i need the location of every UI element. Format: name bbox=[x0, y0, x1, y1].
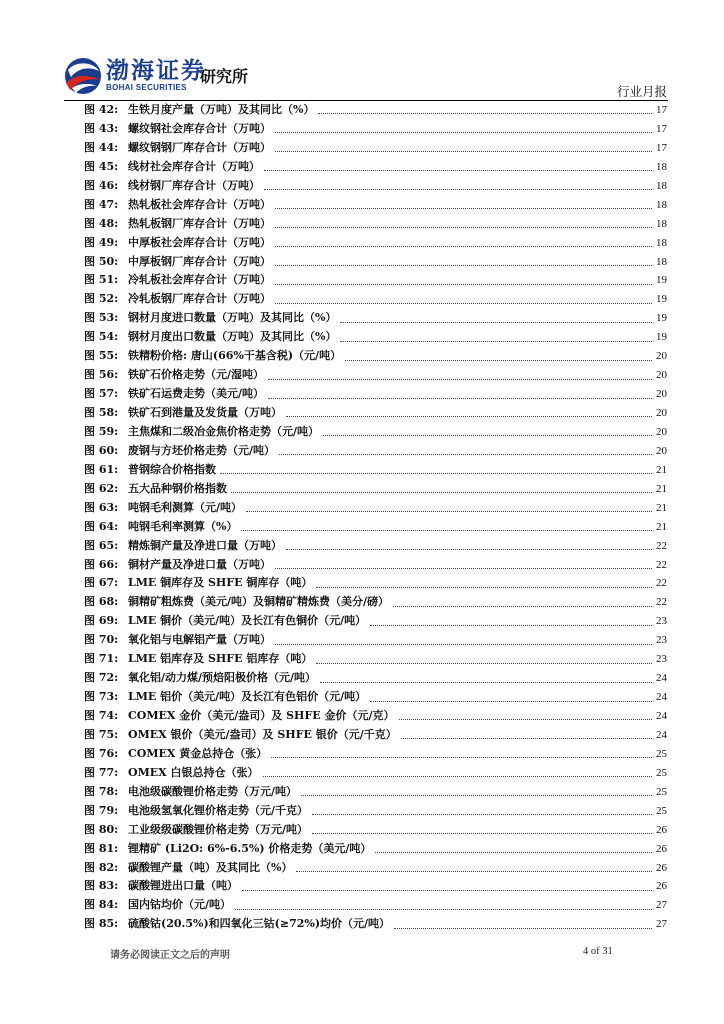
dot-leader bbox=[296, 871, 652, 872]
dot-leader bbox=[399, 719, 653, 720]
page-number: 22 bbox=[656, 539, 667, 552]
dot-leader bbox=[401, 738, 652, 739]
dot-leader bbox=[275, 644, 652, 645]
dot-leader bbox=[370, 701, 652, 702]
toc-entry[interactable] bbox=[84, 745, 667, 764]
dot-leader bbox=[370, 625, 652, 626]
figure-number: 图 73: bbox=[84, 690, 119, 704]
page-number: 19 bbox=[656, 312, 667, 325]
page-number: 27 bbox=[656, 899, 667, 912]
toc-entry[interactable] bbox=[84, 139, 667, 158]
dot-leader bbox=[268, 398, 652, 399]
toc-entry[interactable] bbox=[84, 309, 667, 328]
figure-title: OMEX 银价（美元/盎司）及 SHFE 银价（元/千克） bbox=[128, 727, 397, 741]
figure-title: 螺纹钢钢厂库存合计（万吨） bbox=[128, 140, 271, 154]
toc-entry[interactable] bbox=[84, 423, 667, 442]
toc-entry[interactable] bbox=[84, 101, 667, 120]
page-number: 26 bbox=[656, 823, 667, 836]
dot-leader bbox=[340, 341, 652, 342]
toc-entry[interactable] bbox=[84, 783, 667, 802]
toc-entry[interactable] bbox=[84, 688, 667, 707]
toc-entry[interactable] bbox=[84, 764, 667, 783]
figure-number: 图 79: bbox=[84, 803, 119, 817]
page-number: 26 bbox=[656, 861, 667, 874]
dot-leader bbox=[394, 928, 652, 929]
toc-entry[interactable] bbox=[84, 234, 667, 253]
figure-number: 图 50: bbox=[84, 254, 119, 268]
figure-title: 普钢综合价格指数 bbox=[128, 462, 216, 476]
page-number: 23 bbox=[656, 634, 667, 647]
dot-leader bbox=[286, 416, 652, 417]
toc-entry[interactable] bbox=[84, 385, 667, 404]
figure-title: 国内钴均价（元/吨） bbox=[128, 898, 232, 912]
page-number: 17 bbox=[656, 104, 667, 116]
figure-title: 螺纹钢社会库存合计（万吨） bbox=[128, 121, 271, 135]
figure-title: 废钢与方坯价格走势（元/吨） bbox=[128, 443, 276, 457]
dot-leader bbox=[241, 530, 652, 531]
figure-number: 图 61: bbox=[84, 462, 119, 476]
toc-entry[interactable] bbox=[84, 328, 667, 347]
figure-title: 精炼铜产量及净进口量（万吨） bbox=[128, 538, 282, 552]
toc-entry[interactable] bbox=[84, 802, 667, 821]
dot-leader bbox=[275, 151, 652, 152]
page-number: 21 bbox=[656, 482, 667, 495]
figure-title: 线材钢厂库存合计（万吨） bbox=[128, 178, 260, 192]
toc-entry[interactable] bbox=[84, 726, 667, 745]
toc-entry[interactable] bbox=[84, 290, 667, 309]
figure-title: 电池级碳酸锂价格走势（万元/吨） bbox=[128, 784, 298, 798]
figure-title: 电池级氢氧化锂价格走势（元/千克） bbox=[128, 803, 309, 817]
toc-entry[interactable] bbox=[84, 271, 667, 290]
toc-entry[interactable] bbox=[84, 707, 667, 726]
figure-number: 图 60: bbox=[84, 443, 119, 457]
figure-title: 线材社会库存合计（万吨） bbox=[128, 159, 260, 173]
dot-leader bbox=[275, 208, 652, 209]
figure-number: 图 74: bbox=[84, 709, 119, 722]
toc-entry[interactable] bbox=[84, 840, 667, 859]
footer-disclaimer: 请务必阅读正文之后的声明 bbox=[110, 950, 230, 961]
figure-number: 图 78: bbox=[84, 784, 119, 798]
dot-leader bbox=[301, 795, 652, 796]
page-number: 26 bbox=[656, 880, 667, 893]
dot-leader bbox=[316, 587, 652, 588]
figure-title: 中厚板钢厂库存合计（万吨） bbox=[128, 254, 271, 268]
dot-leader bbox=[316, 663, 652, 664]
toc-entry[interactable] bbox=[84, 669, 667, 688]
page-number: 24 bbox=[656, 728, 667, 741]
toc-entry[interactable] bbox=[84, 612, 667, 631]
dot-leader bbox=[220, 473, 652, 474]
toc-entry[interactable] bbox=[84, 253, 667, 272]
toc-entry[interactable] bbox=[84, 556, 667, 575]
dot-leader bbox=[275, 568, 652, 569]
dot-leader bbox=[275, 303, 652, 304]
toc-entry[interactable] bbox=[84, 518, 667, 537]
brand-name-en: BOHAI SECURITIES bbox=[106, 83, 187, 92]
page-number: 18 bbox=[656, 217, 667, 230]
page-number: 25 bbox=[656, 785, 667, 798]
toc-entry[interactable] bbox=[84, 404, 667, 423]
figure-number: 图 66: bbox=[84, 557, 119, 571]
figure-number: 图 81: bbox=[84, 841, 119, 855]
page-number: 27 bbox=[656, 918, 667, 931]
figure-number: 图 43: bbox=[84, 121, 119, 135]
page-number: 20 bbox=[656, 369, 667, 382]
figure-number: 图 58: bbox=[84, 406, 119, 419]
figure-number: 图 52: bbox=[84, 292, 119, 306]
page-number: 18 bbox=[656, 179, 667, 192]
figure-title: 吨钢毛利率测算（%） bbox=[128, 519, 238, 533]
figure-title: 氧化铝/动力煤/预焙阳极价格（元/吨） bbox=[128, 671, 317, 685]
toc-entry[interactable] bbox=[84, 120, 667, 139]
page-number: 18 bbox=[656, 236, 667, 249]
figure-number: 图 64: bbox=[84, 519, 119, 533]
page-number: 20 bbox=[656, 407, 667, 419]
dot-leader bbox=[323, 435, 652, 436]
dot-leader bbox=[268, 379, 652, 380]
figure-number: 图 51: bbox=[84, 273, 119, 287]
toc-entry[interactable] bbox=[84, 877, 667, 896]
figure-title: 铁矿石价格走势（元/湿吨） bbox=[128, 368, 265, 382]
figure-number: 图 49: bbox=[84, 235, 119, 249]
figure-number: 图 56: bbox=[84, 368, 119, 382]
toc-entry[interactable] bbox=[84, 915, 667, 934]
dot-leader bbox=[275, 132, 652, 133]
toc-entry[interactable] bbox=[84, 442, 667, 461]
toc-entry[interactable] bbox=[84, 593, 667, 612]
toc-entry[interactable] bbox=[84, 177, 667, 196]
figure-title: 吨钢毛利测算（元/吨） bbox=[128, 500, 243, 514]
page-number: 24 bbox=[656, 672, 667, 685]
page-number: 18 bbox=[656, 255, 667, 268]
figure-number: 图 42: bbox=[84, 103, 119, 116]
figure-title: OMEX 白银总持仓（张） bbox=[128, 765, 259, 779]
figure-number: 图 80: bbox=[84, 822, 119, 836]
page-number: 20 bbox=[656, 350, 667, 363]
dot-leader bbox=[340, 322, 652, 323]
dot-leader bbox=[263, 776, 652, 777]
dot-leader bbox=[286, 549, 652, 550]
page-number: 26 bbox=[656, 842, 667, 855]
figure-title: 钢材月度进口数量（万吨）及其同比（%） bbox=[128, 311, 337, 325]
figure-number: 图 45: bbox=[84, 159, 119, 173]
figure-title: COMEX 黄金总持仓（张） bbox=[128, 746, 268, 760]
figure-title: 冷轧板钢厂库存合计（万吨） bbox=[128, 292, 271, 306]
dot-leader bbox=[264, 170, 652, 171]
page-number: 24 bbox=[656, 710, 667, 722]
figure-number: 图 76: bbox=[84, 746, 119, 760]
figure-title: 铁矿石到港量及发货量（万吨） bbox=[128, 406, 282, 419]
dot-leader bbox=[275, 265, 652, 266]
figure-title: 氧化铝与电解铝产量（万吨） bbox=[128, 633, 271, 647]
dot-leader bbox=[275, 284, 652, 285]
toc-entry[interactable] bbox=[84, 461, 667, 480]
footer-page-number: 4 of 31 bbox=[583, 946, 613, 957]
toc-entry[interactable] bbox=[84, 366, 667, 385]
toc-entry[interactable] bbox=[84, 821, 667, 840]
dot-leader bbox=[235, 909, 652, 910]
page-number: 17 bbox=[656, 122, 667, 135]
figure-number: 图 47: bbox=[84, 197, 119, 211]
page-number: 19 bbox=[656, 293, 667, 306]
figure-title: 中厚板社会库存合计（万吨） bbox=[128, 235, 271, 249]
toc-entry[interactable] bbox=[84, 574, 667, 593]
figure-number: 图 46: bbox=[84, 178, 119, 192]
figure-title: 硫酸钴(20.5%)和四氧化三钴(≥72%)均价（元/吨） bbox=[128, 917, 391, 931]
figure-number: 图 83: bbox=[84, 879, 119, 893]
bohai-swoosh-logo-icon bbox=[64, 55, 102, 97]
report-type-label: 行业月报 bbox=[616, 84, 667, 99]
dot-leader bbox=[275, 227, 652, 228]
page-number: 23 bbox=[656, 653, 667, 666]
toc-entry[interactable] bbox=[84, 537, 667, 556]
toc-entry[interactable] bbox=[84, 631, 667, 650]
figure-title: 生铁月度产量（万吨）及其同比（%） bbox=[128, 103, 315, 116]
figure-number: 图 75: bbox=[84, 727, 119, 741]
page-number: 22 bbox=[656, 558, 667, 571]
figure-number: 图 63: bbox=[84, 500, 119, 514]
figure-title: LME 铝价（美元/吨）及长江有色铝价（元/吨） bbox=[128, 690, 367, 704]
figure-number: 图 48: bbox=[84, 216, 119, 230]
dot-leader bbox=[345, 360, 652, 361]
figure-title: 热轧板钢厂库存合计（万吨） bbox=[128, 216, 271, 230]
figure-title: COMEX 金价（美元/盎司）及 SHFE 金价（元/克） bbox=[128, 709, 395, 722]
figure-number: 图 70: bbox=[84, 633, 119, 647]
figure-number: 图 85: bbox=[84, 917, 119, 931]
page-number: 19 bbox=[656, 274, 667, 287]
figure-number: 图 67: bbox=[84, 576, 119, 590]
figure-number: 图 69: bbox=[84, 614, 119, 628]
figure-title: 热轧板社会库存合计（万吨） bbox=[128, 197, 271, 211]
dot-leader bbox=[275, 246, 652, 247]
figure-title: 主焦煤和二级冶金焦价格走势（元/吨） bbox=[128, 424, 320, 438]
page-number: 18 bbox=[656, 160, 667, 173]
dot-leader bbox=[393, 606, 652, 607]
dot-leader bbox=[279, 454, 652, 455]
page-number: 21 bbox=[656, 463, 667, 476]
dot-leader bbox=[318, 113, 652, 114]
figure-title: 钢材月度出口数量（万吨）及其同比（%） bbox=[128, 330, 337, 344]
institute-label: 研究所 bbox=[200, 67, 249, 86]
toc-entry[interactable] bbox=[84, 480, 667, 499]
figure-number: 图 68: bbox=[84, 595, 119, 609]
dot-leader bbox=[264, 189, 652, 190]
dot-leader bbox=[312, 833, 652, 834]
figure-number: 图 54: bbox=[84, 330, 119, 344]
page-number: 20 bbox=[656, 425, 667, 438]
figure-title: 碳酸锂产量（吨）及其同比（%） bbox=[128, 860, 293, 874]
page-number: 22 bbox=[656, 596, 667, 609]
page-number: 24 bbox=[656, 691, 667, 704]
page-number: 23 bbox=[656, 615, 667, 628]
toc-entry[interactable] bbox=[84, 859, 667, 878]
page-number: 20 bbox=[656, 444, 667, 457]
page-number: 22 bbox=[656, 577, 667, 590]
dot-leader bbox=[320, 682, 652, 683]
figure-number: 图 55: bbox=[84, 349, 119, 363]
figure-title: 碳酸锂进出口量（吨） bbox=[128, 879, 238, 893]
dot-leader bbox=[312, 814, 652, 815]
dot-leader bbox=[375, 852, 652, 853]
page-number: 25 bbox=[656, 804, 667, 817]
figure-title: LME 铝库存及 SHFE 铝库存（吨） bbox=[128, 652, 313, 666]
figure-number: 图 71: bbox=[84, 652, 119, 666]
toc-entry[interactable] bbox=[84, 196, 667, 215]
page-number: 17 bbox=[656, 141, 667, 154]
dot-leader bbox=[231, 492, 652, 493]
figure-number: 图 57: bbox=[84, 387, 119, 401]
figure-title: LME 铜库存及 SHFE 铜库存（吨） bbox=[128, 576, 313, 590]
figure-title: 铜精矿粗炼费（美元/吨）及铜精矿精炼费（美分/磅） bbox=[128, 595, 390, 609]
figure-title: 锂精矿 (Li2O: 6%-6.5%) 价格走势（美元/吨） bbox=[128, 841, 372, 855]
dot-leader bbox=[271, 757, 652, 758]
figure-number: 图 44: bbox=[84, 140, 119, 154]
figure-title: LME 铜价（美元/吨）及长江有色铜价（元/吨） bbox=[128, 614, 367, 628]
page-number: 18 bbox=[656, 198, 667, 211]
dot-leader bbox=[242, 890, 652, 891]
figure-number: 图 72: bbox=[84, 671, 119, 685]
figure-title: 工业级级碳酸锂价格走势（万元/吨） bbox=[128, 822, 309, 836]
toc-entry[interactable] bbox=[84, 158, 667, 177]
figure-title: 五大品种钢价格指数 bbox=[128, 481, 227, 495]
figure-title: 铁矿石运费走势（美元/吨） bbox=[128, 387, 265, 401]
dot-leader bbox=[246, 511, 652, 512]
figure-number: 图 82: bbox=[84, 860, 119, 874]
figure-number: 图 84: bbox=[84, 898, 119, 912]
page-number: 20 bbox=[656, 388, 667, 401]
figure-title: 冷轧板社会库存合计（万吨） bbox=[128, 273, 271, 287]
brand-name-cn: 渤海证券 bbox=[106, 57, 206, 84]
page-number: 21 bbox=[656, 501, 667, 514]
page-number: 25 bbox=[656, 766, 667, 779]
figure-number: 图 53: bbox=[84, 311, 119, 325]
figure-list bbox=[84, 101, 667, 934]
toc-entry[interactable] bbox=[84, 650, 667, 669]
figure-number: 图 62: bbox=[84, 481, 119, 495]
toc-entry[interactable] bbox=[84, 215, 667, 234]
figure-title: 铜材产量及净进口量（万吨） bbox=[128, 557, 271, 571]
toc-entry[interactable] bbox=[84, 896, 667, 915]
page-number: 25 bbox=[656, 747, 667, 760]
figure-title: 铁精粉价格: 唐山(66%干基含税)（元/吨） bbox=[128, 349, 342, 363]
figure-number: 图 65: bbox=[84, 538, 119, 552]
page-number: 19 bbox=[656, 331, 667, 344]
page-number: 21 bbox=[656, 520, 667, 533]
figure-number: 图 77: bbox=[84, 765, 119, 779]
toc-entry[interactable] bbox=[84, 347, 667, 366]
toc-entry[interactable] bbox=[84, 499, 667, 518]
figure-number: 图 59: bbox=[84, 424, 119, 438]
